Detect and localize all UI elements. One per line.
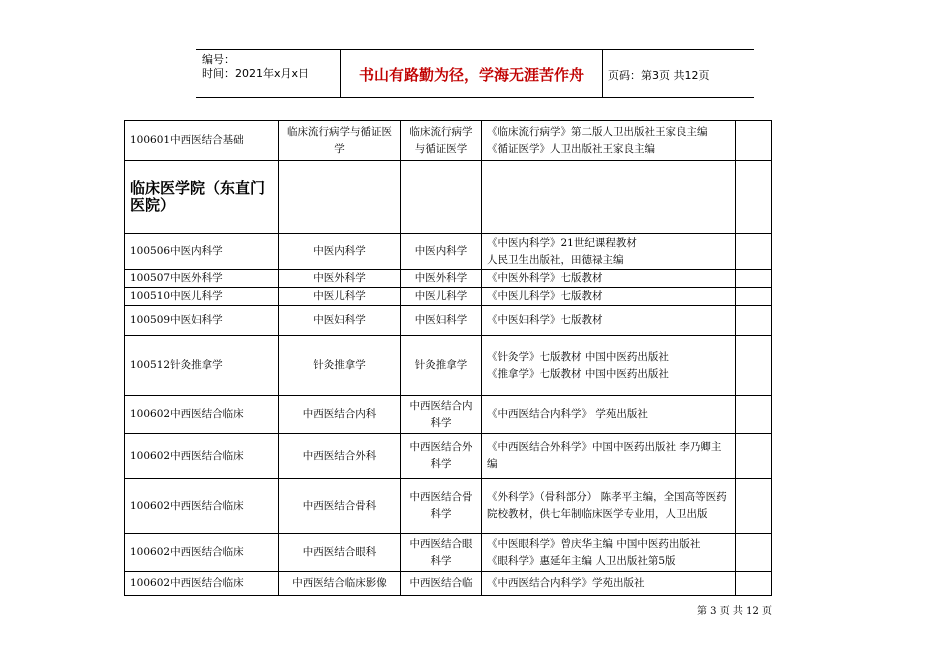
exam-cell: 中西医结合临 bbox=[401, 572, 482, 596]
section-row bbox=[125, 161, 772, 234]
exam-cell: 临床流行病学与循证医学 bbox=[401, 121, 482, 161]
exam-cell: 中西医结合内科学 bbox=[401, 396, 482, 434]
books-cell bbox=[482, 479, 736, 534]
books-cell bbox=[482, 270, 736, 288]
table-row bbox=[125, 434, 772, 479]
subject-cell: 100602中西医结合临床 bbox=[125, 479, 279, 534]
subject-cell: 100602中西医结合临床 bbox=[125, 572, 279, 596]
book-line: 《临床流行病学》第二版人卫出版社王家良主编 bbox=[487, 125, 708, 138]
empty-cell bbox=[736, 396, 772, 434]
exam-cell: 中医内科学 bbox=[401, 234, 482, 270]
page-header bbox=[196, 49, 754, 98]
book-line: 《中西医结合内科学》学苑出版社 bbox=[487, 577, 645, 589]
course-cell: 中医外科学 bbox=[279, 270, 401, 288]
empty-cell bbox=[401, 161, 482, 234]
table-row bbox=[125, 336, 772, 396]
empty-cell bbox=[482, 161, 736, 234]
course-cell: 中医内科学 bbox=[279, 234, 401, 270]
course-cell: 中西医结合眼科 bbox=[279, 534, 401, 572]
exam-cell: 针灸推拿学 bbox=[401, 336, 482, 396]
exam-cell: 中西医结合眼科学 bbox=[401, 534, 482, 572]
course-cell: 中医妇科学 bbox=[279, 306, 401, 336]
book-line: 《中医外科学》七版教材 bbox=[487, 272, 603, 284]
empty-cell bbox=[736, 270, 772, 288]
header-motto: 书山有路勤为径，学海无涯苦作舟 bbox=[358, 66, 584, 84]
table-row bbox=[125, 572, 772, 596]
course-cell: 中西医结合临床影像 bbox=[279, 572, 401, 596]
table-row bbox=[125, 234, 772, 270]
book-line: 《中医儿科学》七版教材 bbox=[487, 290, 603, 302]
subject-cell: 100602中西医结合临床 bbox=[125, 534, 279, 572]
empty-cell bbox=[736, 121, 772, 161]
course-cell: 中西医结合骨科 bbox=[279, 479, 401, 534]
header-page-info: 页码：第3页 共12页 bbox=[608, 69, 710, 82]
book-line: 《针灸学》七版教材 中国中医药出版社 bbox=[487, 350, 669, 363]
books-cell bbox=[482, 234, 736, 270]
number-label: 编号： bbox=[202, 53, 235, 66]
exam-cell: 中医外科学 bbox=[401, 270, 482, 288]
subject-cell: 100602中西医结合临床 bbox=[125, 396, 279, 434]
book-line: 《中医眼科学》曾庆华主编 中国中医药出版社 bbox=[487, 537, 701, 550]
book-line: 《中医内科学》21世纪课程教材 bbox=[487, 236, 637, 249]
page-footer: 第 3 页 共 12 页 bbox=[697, 606, 772, 617]
header-divider bbox=[602, 50, 603, 97]
table-row bbox=[125, 479, 772, 534]
header-meta bbox=[202, 53, 309, 81]
subject-cell: 100509中医妇科学 bbox=[125, 306, 279, 336]
books-cell bbox=[482, 434, 736, 479]
book-line: 《外科学》（骨科部分） 陈孝平主编，全国高等医药院校教材，供七年制临床医学专业用，人卫出版 bbox=[487, 491, 727, 520]
empty-cell bbox=[736, 534, 772, 572]
table-row bbox=[125, 396, 772, 434]
table-row bbox=[125, 121, 772, 161]
exam-cell: 中医妇科学 bbox=[401, 306, 482, 336]
exam-cell: 中西医结合外科学 bbox=[401, 434, 482, 479]
date-label: 时间：2021年x月x日 bbox=[202, 67, 310, 80]
book-line: 《眼科学》惠延年主编 人卫出版社第5版 bbox=[487, 554, 676, 567]
table-row bbox=[125, 288, 772, 306]
book-line: 《中医妇科学》七版教材 bbox=[487, 314, 603, 326]
exam-cell: 中医儿科学 bbox=[401, 288, 482, 306]
book-line: 人民卫生出版社，田德禄主编 bbox=[487, 253, 624, 266]
course-cell: 中医儿科学 bbox=[279, 288, 401, 306]
empty-cell bbox=[736, 572, 772, 596]
table-row bbox=[125, 534, 772, 572]
books-cell bbox=[482, 306, 736, 336]
books-cell bbox=[482, 572, 736, 596]
empty-cell bbox=[736, 234, 772, 270]
subject-cell: 100512针灸推拿学 bbox=[125, 336, 279, 396]
subject-cell: 100510中医儿科学 bbox=[125, 288, 279, 306]
course-cell: 临床流行病学与循证医学 bbox=[279, 121, 401, 161]
book-line: 《中西医结合外科学》中国中医药出版社 李乃卿主编 bbox=[487, 441, 722, 470]
books-cell bbox=[482, 336, 736, 396]
subject-cell: 100602中西医结合临床 bbox=[125, 434, 279, 479]
book-line: 《中西医结合内科学》 学苑出版社 bbox=[487, 408, 648, 420]
exam-cell: 中西医结合骨科学 bbox=[401, 479, 482, 534]
empty-cell bbox=[736, 336, 772, 396]
book-line: 《推拿学》七版教材 中国中医药出版社 bbox=[487, 367, 669, 380]
books-cell bbox=[482, 396, 736, 434]
course-cell: 中西医结合外科 bbox=[279, 434, 401, 479]
empty-cell bbox=[736, 306, 772, 336]
course-table bbox=[124, 120, 772, 596]
subject-cell: 100601中西医结合基础 bbox=[125, 121, 279, 161]
empty-cell bbox=[736, 161, 772, 234]
subject-cell: 100507中医外科学 bbox=[125, 270, 279, 288]
book-line: 《循证医学》人卫出版社王家良主编 bbox=[487, 142, 655, 155]
empty-cell bbox=[736, 434, 772, 479]
empty-cell bbox=[279, 161, 401, 234]
course-cell: 针灸推拿学 bbox=[279, 336, 401, 396]
empty-cell bbox=[736, 479, 772, 534]
section-title: 临床医学院（东直门医院） bbox=[125, 161, 279, 234]
empty-cell bbox=[736, 288, 772, 306]
table-row bbox=[125, 306, 772, 336]
table-row bbox=[125, 270, 772, 288]
subject-cell: 100506中医内科学 bbox=[125, 234, 279, 270]
course-cell: 中西医结合内科 bbox=[279, 396, 401, 434]
books-cell bbox=[482, 121, 736, 161]
books-cell bbox=[482, 534, 736, 572]
books-cell bbox=[482, 288, 736, 306]
